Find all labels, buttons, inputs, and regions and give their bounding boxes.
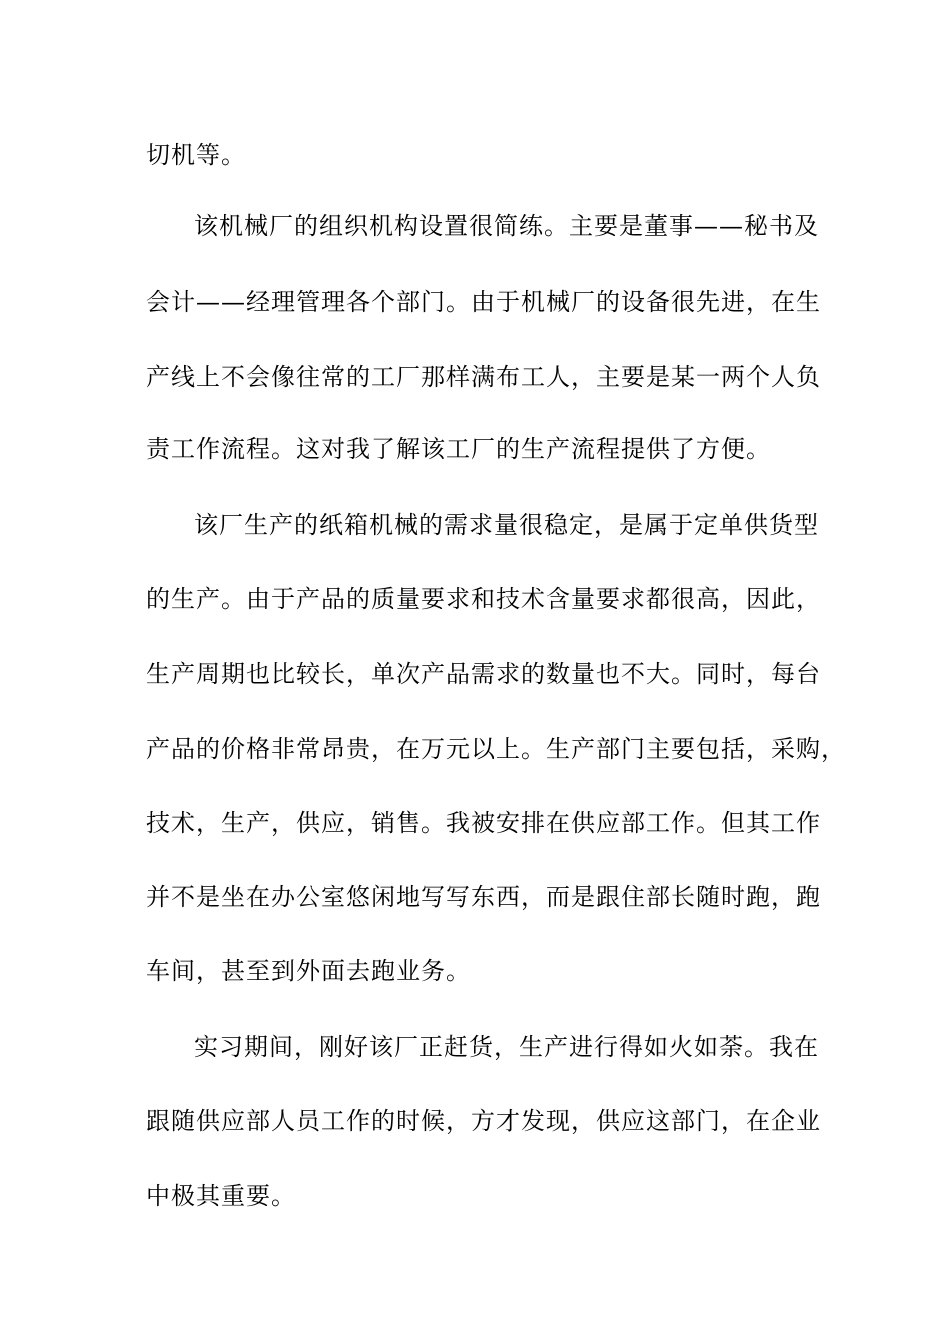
paragraph-3-line-5: 技术，生产，供应，销售。我被安排在供应部工作。但其工作 (146, 809, 821, 837)
paragraph-3-line-1: 该厂生产的纸箱机械的需求量很稳定，是属于定单供货型 (194, 511, 819, 539)
paragraph-3-line-4: 产品的价格非常昂贵，在万元以上。生产部门主要包括，采购， (146, 735, 846, 763)
text-line-1: 切机等。 (146, 141, 246, 169)
paragraph-3-line-2: 的生产。由于产品的质量要求和技术含量要求都很高，因此， (146, 585, 821, 613)
paragraph-3-line-7: 车间，甚至到外面去跑业务。 (146, 957, 471, 985)
paragraph-2-line-2: 会计——经理管理各个部门。由于机械厂的设备很先进，在生 (146, 288, 821, 316)
paragraph-3-line-6: 并不是坐在办公室悠闲地写写东西，而是跟住部长随时跑，跑 (146, 883, 821, 911)
paragraph-2-line-3: 产线上不会像往常的工厂那样满布工人，主要是某一两个人负 (146, 363, 821, 391)
paragraph-4-line-1: 实习期间，刚好该厂正赶货，生产进行得如火如荼。我在 (194, 1033, 819, 1061)
paragraph-2-line-4: 责工作流程。这对我了解该工厂的生产流程提供了方便。 (146, 435, 771, 463)
paragraph-4-line-2: 跟随供应部人员工作的时候，方才发现，供应这部门，在企业 (146, 1107, 821, 1135)
paragraph-4-line-3: 中极其重要。 (146, 1182, 296, 1210)
paragraph-2-line-1: 该机械厂的组织机构设置很简练。主要是董事——秘书及 (194, 212, 819, 240)
paragraph-3-line-3: 生产周期也比较长，单次产品需求的数量也不大。同时，每台 (146, 660, 821, 688)
